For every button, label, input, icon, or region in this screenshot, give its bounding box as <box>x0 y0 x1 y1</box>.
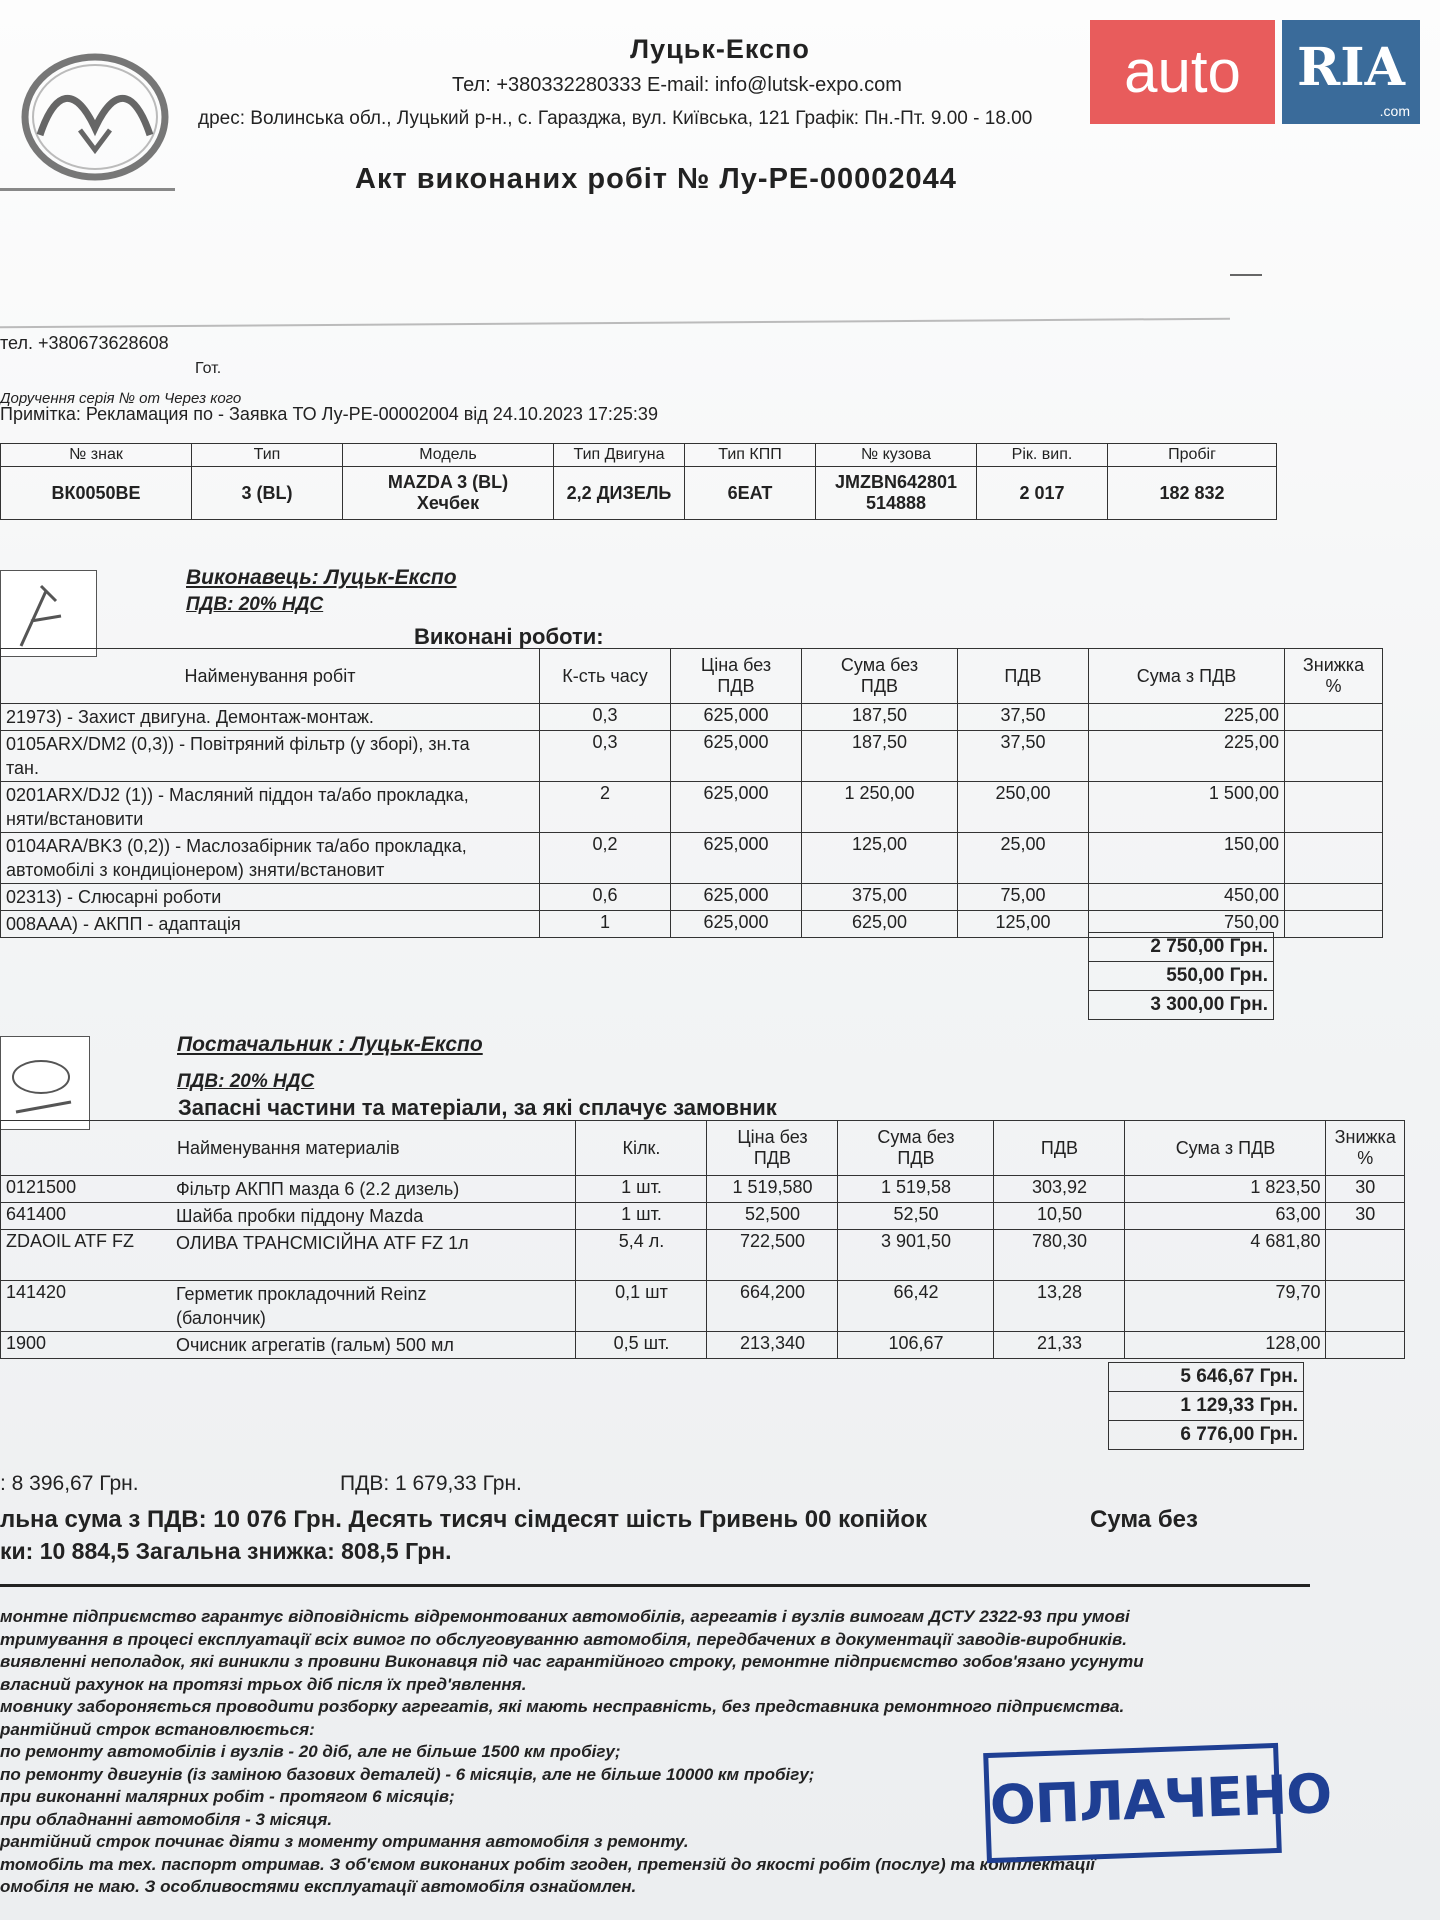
works-cell-qty: 1 <box>540 911 671 938</box>
parts-header-total: Сума з ПДВ <box>1125 1121 1326 1176</box>
header-line: Знижка <box>1334 1127 1396 1147</box>
document-title: Акт виконаних робіт № Лу-РЕ-00002044 <box>355 163 957 195</box>
car-model-line: MAZDA 3 (BL) <box>387 472 509 492</box>
works-cell-price: 625,000 <box>671 704 802 731</box>
parts-header-sum <box>838 1121 994 1176</box>
parts-cell-total: 79,70 <box>1125 1281 1326 1332</box>
parts-cell-price: 664,200 <box>707 1281 838 1332</box>
table-row <box>1 782 1383 833</box>
works-title: Виконані роботи: <box>414 624 604 649</box>
totals-row <box>1089 962 1274 991</box>
parts-cell-disc <box>1326 1281 1405 1332</box>
car-plate: ВК0050ВЕ <box>1 467 192 520</box>
car-header-cell: Тип КПП <box>685 444 816 467</box>
parts-cell-name: ОЛИВА ТРАНСМІСІЙНА ATF FZ 1л <box>171 1230 576 1281</box>
parts-header-disc <box>1326 1121 1405 1176</box>
parts-cell-code: ZDAOIL ATF FZ <box>1 1230 172 1281</box>
works-cell-vat: 37,50 <box>958 704 1089 731</box>
car-header-cell: № знак <box>1 444 192 467</box>
car-vin <box>816 467 977 520</box>
parts-table <box>0 1120 1405 1359</box>
terms-line: рантійний строк встановлюється: <box>0 1719 315 1739</box>
parts-cell-name: Фільтр АКПП мазда 6 (2.2 дизель) <box>171 1176 576 1203</box>
works-cell-price: 625,000 <box>671 884 802 911</box>
parts-cell-code: 1900 <box>1 1332 172 1359</box>
summary-discount-line: ки: 10 884,5 Загальна знижка: 808,5 Грн. <box>0 1538 452 1564</box>
works-cell-vat: 25,00 <box>958 833 1089 884</box>
totals-row <box>1109 1421 1304 1450</box>
supplier-label: Постачальник : Луцьк-Експо <box>177 1033 483 1056</box>
works-cell-disc <box>1285 833 1383 884</box>
car-mileage: 182 832 <box>1108 467 1277 520</box>
works-cell-name: 008AAA) - АКПП - адаптація <box>1 911 540 938</box>
works-cell-qty: 2 <box>540 782 671 833</box>
address: дрес: Волинська обл., Луцький р-н., с. Гаразджа, вул. Київська, 121 Графік: Пн.-Пт. 9.00 - 18.00 <box>198 108 1033 129</box>
works-header-vat: ПДВ <box>958 649 1089 704</box>
works-cell-name: 0105ARX/DM2 (0,3)) - Повітряний фільтр (у зборі), зн.та тан. <box>1 731 540 782</box>
totals-row <box>1089 933 1274 962</box>
works-body <box>1 704 1383 938</box>
car-header-cell: № кузова <box>816 444 977 467</box>
works-cell-vat: 75,00 <box>958 884 1089 911</box>
terms-line: мовнику забороняється проводити розборку агрегатів, які мають несправність, без представника ремонтного підприємства. <box>0 1697 1125 1716</box>
parts-header-qty: Кілк. <box>576 1121 707 1176</box>
parts-header-row <box>1 1121 1405 1176</box>
parts-cell-total: 4 681,80 <box>1125 1230 1326 1281</box>
totals-row <box>1109 1392 1304 1421</box>
parts-title: Запасні частини та матеріали, за які сплачує замовник <box>178 1095 777 1120</box>
car-header-cell: Пробіг <box>1108 444 1277 467</box>
works-cell-disc <box>1285 911 1383 938</box>
parts-cell-code: 141420 <box>1 1281 172 1332</box>
car-type: 3 (BL) <box>192 467 343 520</box>
table-row <box>1 833 1383 884</box>
car-engine: 2,2 ДИЗЕЛЬ <box>554 467 685 520</box>
header-line: % <box>1325 676 1342 696</box>
works-cell-total: 750,00 <box>1089 911 1285 938</box>
org-name: Луцьк-Експо <box>630 34 810 64</box>
works-cell-sum: 187,50 <box>802 731 958 782</box>
parts-header-vat: ПДВ <box>994 1121 1125 1176</box>
parts-cell-disc <box>1326 1332 1405 1359</box>
note-line: Примітка: Рекламация по - Заявка ТО Лу-РЕ-00002004 від 24.10.2023 17:25:39 <box>0 404 658 424</box>
vin-line: 514888 <box>865 493 927 513</box>
header-line: Ціна без <box>700 655 772 675</box>
parts-cell-name: Герметик прокладочний Reinz (балончик) <box>171 1281 576 1332</box>
parts-cell-qty: 1 шт. <box>576 1176 707 1203</box>
parts-cell-vat: 10,50 <box>994 1203 1125 1230</box>
works-cell-total: 225,00 <box>1089 731 1285 782</box>
table-row <box>1 1176 1405 1203</box>
wrench-icon <box>0 570 97 657</box>
terms-line: виявленні неполадок, які виникли з провини Виконавця під час гарантійного строку, ремонтне підприємство зобов'язано усунути <box>0 1652 1144 1671</box>
works-total-vat: 550,00 Грн. <box>1089 962 1274 991</box>
works-table <box>0 648 1383 938</box>
header-line: Сума без <box>840 655 919 675</box>
doruchennya-line: Доручення серія № от Через кого <box>0 390 242 407</box>
parts-total-no-vat: 5 646,67 Грн. <box>1109 1363 1304 1392</box>
auto-ria-badge <box>1090 20 1275 124</box>
supplier-vat: ПДВ: 20% НДС <box>177 1071 315 1092</box>
parts-cell-price: 213,340 <box>707 1332 838 1359</box>
terms-line: при обладнанні автомобіля - 3 місяця. <box>0 1809 333 1829</box>
car-header-cell: Рік. вип. <box>977 444 1108 467</box>
works-cell-sum: 1 250,00 <box>802 782 958 833</box>
works-cell-total: 150,00 <box>1089 833 1285 884</box>
works-cell-price: 625,000 <box>671 833 802 884</box>
parts-cell-disc <box>1326 1230 1405 1281</box>
works-cell-total: 450,00 <box>1089 884 1285 911</box>
header-line: ПДВ <box>897 1148 935 1168</box>
table-row <box>1 1203 1405 1230</box>
car-year: 2 017 <box>977 467 1108 520</box>
parts-cell-qty: 1 шт. <box>576 1203 707 1230</box>
divider <box>0 318 1230 329</box>
works-cell-total: 225,00 <box>1089 704 1285 731</box>
parts-cell-price: 722,500 <box>707 1230 838 1281</box>
parts-cell-price: 1 519,580 <box>707 1176 838 1203</box>
works-cell-total: 1 500,00 <box>1089 782 1285 833</box>
parts-cell-total: 1 823,50 <box>1125 1176 1326 1203</box>
works-cell-vat: 125,00 <box>958 911 1089 938</box>
works-header-sum <box>802 649 958 704</box>
table-row <box>1 1332 1405 1359</box>
table-row <box>1 731 1383 782</box>
car-header-row <box>1 444 1277 467</box>
badge-auto-text: auto <box>1124 38 1241 105</box>
executor-vat: ПДВ: 20% НДС <box>186 594 324 615</box>
parts-icon <box>0 1036 90 1130</box>
parts-body <box>1 1176 1405 1359</box>
car-model <box>343 467 554 520</box>
parts-cell-code: 641400 <box>1 1203 172 1230</box>
table-row <box>1 884 1383 911</box>
car-header-cell: Тип Двигуна <box>554 444 685 467</box>
works-cell-qty: 0,3 <box>540 731 671 782</box>
terms-line: власний рахунок на протязі трьох діб після їх пред'явлення. <box>0 1674 527 1694</box>
totals-row <box>1089 991 1274 1020</box>
parts-cell-vat: 13,28 <box>994 1281 1125 1332</box>
works-cell-qty: 0,2 <box>540 833 671 884</box>
parts-cell-name: Шайба пробки піддону Mazda <box>171 1203 576 1230</box>
works-header-name: Найменування робіт <box>1 649 540 704</box>
got-label: Гот. <box>195 360 222 377</box>
works-total-no-vat: 2 750,00 Грн. <box>1089 933 1274 962</box>
works-total-with-vat: 3 300,00 Грн. <box>1089 991 1274 1020</box>
works-cell-name: 02313) - Слюсарні роботи <box>1 884 540 911</box>
parts-cell-name: Очисник агрегатів (гальм) 500 мл <box>171 1332 576 1359</box>
parts-cell-qty: 0,1 шт <box>576 1281 707 1332</box>
parts-cell-sum: 52,50 <box>838 1203 994 1230</box>
header-line: Знижка <box>1302 655 1365 675</box>
header-line: Ціна без <box>737 1127 808 1147</box>
contacts: Тел: +380332280333 E-mail: info@lutsk-expo.com <box>452 74 902 96</box>
terms-line: монтне підприємство гарантує відповідність відремонтованих автомобілів, агрегатів і вузлів вимогам ДСТУ 2322-93 при умові <box>0 1607 1130 1626</box>
parts-cell-vat: 21,33 <box>994 1332 1125 1359</box>
header-line: Сума без <box>877 1127 955 1147</box>
works-header-price <box>671 649 802 704</box>
logo-underline <box>0 188 175 191</box>
works-cell-disc <box>1285 782 1383 833</box>
summary-sum-no-vat: : 8 396,67 Грн. <box>0 1472 139 1495</box>
terms-line: по ремонту двигунів (із заміною базових деталей) - 6 місяців, але не більше 10000 км пробігу; <box>0 1764 815 1784</box>
works-cell-sum: 125,00 <box>802 833 958 884</box>
totals-row <box>1109 1363 1304 1392</box>
divider <box>1230 274 1262 276</box>
badge-ria-text: RIA <box>1297 37 1405 98</box>
works-header-total: Сума з ПДВ <box>1089 649 1285 704</box>
terms-line: тримування в процесі експлуатації всіх вимог по обслуговуванню автомобіля, передбачених в документації заводів-виробників. <box>0 1629 1128 1649</box>
car-header-cell: Тип <box>192 444 343 467</box>
parts-cell-sum: 66,42 <box>838 1281 994 1332</box>
works-cell-sum: 625,00 <box>802 911 958 938</box>
parts-cell-price: 52,500 <box>707 1203 838 1230</box>
executor-label: Виконавець: Луцьк-Експо <box>186 566 457 589</box>
works-cell-disc <box>1285 884 1383 911</box>
car-info-table <box>0 443 1277 520</box>
parts-cell-sum: 3 901,50 <box>838 1230 994 1281</box>
parts-cell-qty: 0,5 шт. <box>576 1332 707 1359</box>
parts-header-name: Найменування материалів <box>1 1121 576 1176</box>
parts-cell-disc: 30 <box>1326 1203 1405 1230</box>
works-cell-price: 625,000 <box>671 731 802 782</box>
parts-cell-qty: 5,4 л. <box>576 1230 707 1281</box>
parts-cell-vat: 303,92 <box>994 1176 1125 1203</box>
summary-total-line: льна сума з ПДВ: 10 076 Грн. Десять тисяч сімдесят шість Гривень 00 копійок <box>0 1506 928 1533</box>
works-header-row <box>1 649 1383 704</box>
parts-cell-disc: 30 <box>1326 1176 1405 1203</box>
summary-total-right: Сума без <box>1090 1506 1198 1533</box>
works-cell-vat: 37,50 <box>958 731 1089 782</box>
badge-com-text: .com <box>1379 103 1410 119</box>
header-line: ПДВ <box>860 676 899 696</box>
parts-header-price <box>707 1121 838 1176</box>
works-cell-price: 625,000 <box>671 782 802 833</box>
terms-line: омобіля не маю. З особливостями експлуатації автомобіля ознайомлен. <box>0 1877 637 1896</box>
header-line: ПДВ <box>753 1148 792 1168</box>
terms-line: рантійний строк починає діяти з моменту отримання автомобіля з ремонту. <box>0 1832 689 1851</box>
car-value-row <box>1 467 1277 520</box>
parts-cell-code: 0121500 <box>1 1176 172 1203</box>
paid-stamp: ОПЛАЧЕНО <box>983 1743 1282 1863</box>
parts-cell-sum: 1 519,58 <box>838 1176 994 1203</box>
works-header-qty: К-сть часу <box>540 649 671 704</box>
vin-line: JMZBN642801 <box>834 472 958 492</box>
terms-line: томобіль та тех. паспорт отримав. З об'ємом виконаних робіт згоден, претензій до якості робіт (послуг) та комплектації <box>0 1854 1096 1874</box>
divider <box>0 1584 1310 1587</box>
terms-line: по ремонту автомобілів і вузлів - 20 діб, але не більше 1500 км пробігу; <box>0 1742 621 1761</box>
works-cell-sum: 187,50 <box>802 704 958 731</box>
header-line: % <box>1357 1148 1374 1168</box>
works-cell-qty: 0,3 <box>540 704 671 731</box>
parts-cell-total: 128,00 <box>1125 1332 1326 1359</box>
works-cell-qty: 0,6 <box>540 884 671 911</box>
header-line: ПДВ <box>717 676 755 696</box>
table-row <box>1 1230 1405 1281</box>
works-cell-vat: 250,00 <box>958 782 1089 833</box>
works-cell-name: 21973) - Захист двигуна. Демонтаж-монтаж. <box>1 704 540 731</box>
parts-cell-sum: 106,67 <box>838 1332 994 1359</box>
parts-cell-vat: 780,30 <box>994 1230 1125 1281</box>
parts-cell-total: 63,00 <box>1125 1203 1326 1230</box>
works-cell-price: 625,000 <box>671 911 802 938</box>
table-row <box>1 1281 1405 1332</box>
works-totals <box>1088 932 1274 1020</box>
parts-totals <box>1108 1362 1304 1450</box>
works-cell-disc <box>1285 731 1383 782</box>
car-header-cell: Модель <box>343 444 554 467</box>
terms-line: при виконанні малярних робіт - протягом 6 місяців; <box>0 1787 455 1806</box>
mazda-logo-icon <box>20 50 170 185</box>
works-cell-sum: 375,00 <box>802 884 958 911</box>
works-cell-disc <box>1285 704 1383 731</box>
works-cell-name: 0201ARX/DJ2 (1)) - Масляний піддон та/або прокладка, няти/встановити <box>1 782 540 833</box>
parts-total-vat: 1 129,33 Грн. <box>1109 1392 1304 1421</box>
car-gearbox: 6EAT <box>685 467 816 520</box>
parts-total-with-vat: 6 776,00 Грн. <box>1109 1421 1304 1450</box>
ria-logo <box>1282 20 1420 124</box>
works-cell-name: 0104ARA/BK3 (0,2)) - Маслозабірник та/або прокладка, автомобілі з кондиціонером) зняти/встановит <box>1 833 540 884</box>
works-header-disc <box>1285 649 1383 704</box>
customer-phone: тел. +380673628608 <box>0 333 169 353</box>
car-body-line: Хечбек <box>416 493 480 513</box>
summary-vat: ПДВ: 1 679,33 Грн. <box>340 1472 522 1495</box>
table-row <box>1 704 1383 731</box>
